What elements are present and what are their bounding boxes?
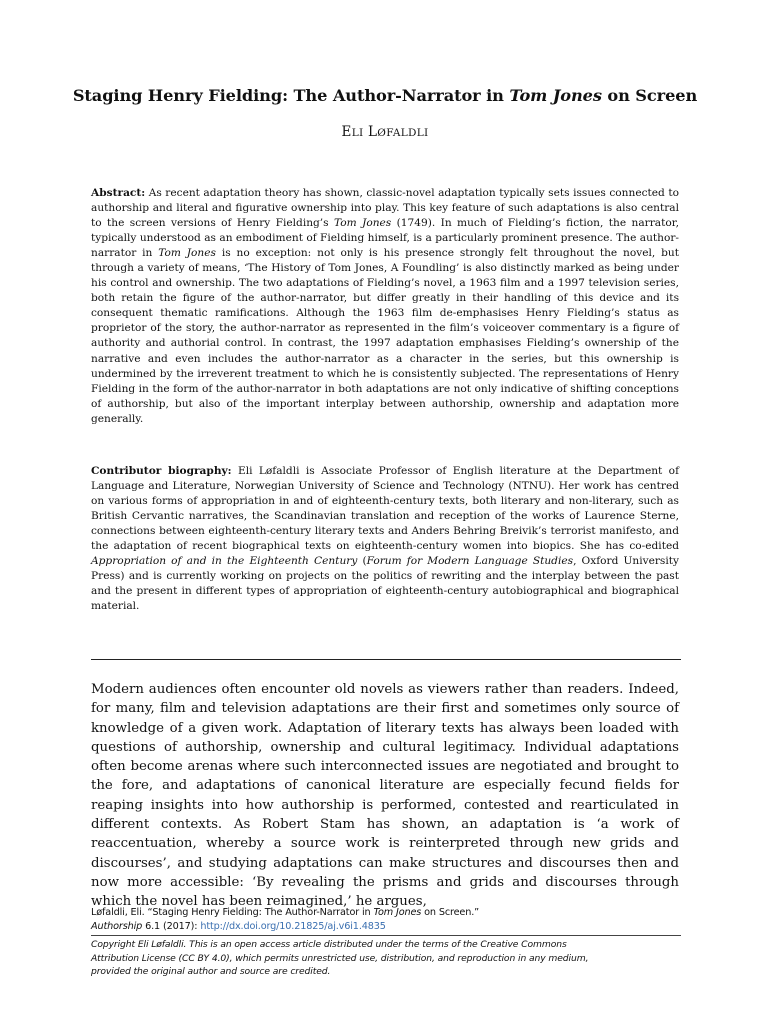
abstract-italic: Tom Jones — [158, 247, 216, 260]
copyright-line: provided the original author and source are credited. — [91, 966, 331, 978]
journal-issue: 6.1 (2017): — [142, 921, 201, 933]
copyright-line: Attribution License (CC BY 4.0), which permits unrestricted use, distribution, and reproduction in any medium, — [91, 952, 589, 964]
abstract — [91, 186, 679, 427]
copyright-notice — [91, 938, 691, 979]
author-name — [0, 124, 770, 140]
bio-text: , Oxford University Press) and is currently working on projects on the politics of rewriting and the interplay between the past and the present in different types of appropriation of eighteenth-century autobiographical and biographical material. — [91, 555, 680, 613]
abstract-italic: Tom Jones — [334, 217, 392, 230]
author-last-initial: L — [368, 124, 378, 140]
section-divider — [91, 659, 681, 660]
bio-text: ( — [357, 555, 367, 568]
citation-italic: Tom Jones — [373, 907, 422, 918]
abstract-text: is no exception: not only is his presence strongly felt throughout the novel, but through a variety of means, ‘The History of Tom Jones, A Foundling’ is also distinctly marked as being under his control and ownership. The two adaptations of Fielding’s novel, a 1963 film and a 1997 television series, both retain the figure of the author-narrator, but differ greatly in their handling of this device and its consequent thematic ramifications. Although the 1963 film de-emphasises Henry Fielding’s status as proprietor of the story, the author-narrator as represented in the film’s voiceover commentary is a figure of authority and authorial control. In contrast, the 1997 adaptation emphasises Fielding’s ownership of the narrative and even includes the author-narrator as a character in the series, but this ownership is undermined by the irreverent treatment to which he is consistently subjected. The representations of Henry Fielding in the form of the author-narrator in both adaptations are not only indicative of shifting conceptions of authorship, but also of the important interplay between authorship, ownership and adaptation more generally. — [91, 247, 679, 425]
bio-label: Contributor biography: — [91, 465, 232, 477]
footer-divider — [91, 935, 681, 936]
citation-line-1 — [91, 906, 691, 920]
bio-italic: Forum for Modern Language Studies — [366, 555, 574, 568]
citation-text: on Screen.” — [421, 907, 480, 918]
doi-link[interactable]: http://dx.doi.org/10.21825/aj.v6i1.4835 — [200, 921, 386, 933]
author-last-rest: ØFALDLI — [377, 127, 429, 139]
bio-text: Eli Løfaldli is Associate Professor of English literature at the Department of Language and Literature, Norwegian University of Science and Technology (NTNU). Her work has centred on various forms of appropriation in and of eighteenth-century texts, both literary and non-literary, such as British Cervantic narratives, the Scandinavian translation and reception of the works of Laurence Sterne, connections between eighteenth-century literary texts and Anders Behring Breivik’s terrorist manifesto, and the adaptation of recent biographical texts on eighteenth-century women into biopics. She has co-edited — [91, 465, 679, 553]
journal-name: Authorship — [91, 921, 143, 933]
title-italic-text: Tom Jones — [509, 86, 602, 105]
copyright-line: Copyright Eli Løfaldli. This is an open access article distributed under the terms of the Creative Commons — [91, 939, 567, 950]
citation-text: Løfaldli, Eli. “Staging Henry Fielding: The Author-Narrator in — [91, 907, 374, 918]
citation-line-2 — [91, 920, 691, 934]
abstract-text: As recent adaptation theory has shown, classic-novel adaptation typically sets issues connected to authorship and literal and figurative ownership into play. This key feature of such adaptations is also central to the screen versions of Henry Fielding’s — [91, 187, 679, 230]
title-text: Staging Henry Fielding: The Author-Narrator in — [72, 86, 510, 105]
abstract-text: (1749). In much of Fielding’s fiction, the narrator, typically understood as an embodiment of Fielding himself, is a particularly prominent presence. The author-narrator in — [91, 217, 679, 260]
title-text-end: on Screen — [601, 86, 698, 105]
bio-italic: Appropriation of and in the Eighteenth Century — [91, 555, 358, 568]
author-first-rest: LI — [351, 127, 364, 139]
author-first-initial: E — [341, 124, 352, 140]
body-paragraph: Modern audiences often encounter old novels as viewers rather than readers. Indeed, for many, film and television adaptations are their first and sometimes only source of knowledge of a given work. Adaptation of literary texts has always been loaded with questions of authorship, ownership and cultural legitimacy. Individual adaptations often become arenas where such interconnected issues are negotiated and brought to the fore, and adaptations of canonical literature are especially fecund fields for reaping insights into how authorship is performed, contested and rearticulated in different contexts. As Robert Stam has shown, an adaptation is ‘a work of reaccentuation, whereby a source work is reinterpreted through new grids and discourses’, and studying adaptations can make structures and discourses then and now more accessible: ‘By revealing the prisms and grids and discourses through which the novel has been reimagined,’ he argues, — [91, 682, 679, 910]
contributor-biography — [91, 464, 679, 614]
abstract-label: Abstract: — [91, 187, 146, 199]
citation — [91, 906, 691, 935]
article-title — [0, 86, 770, 105]
